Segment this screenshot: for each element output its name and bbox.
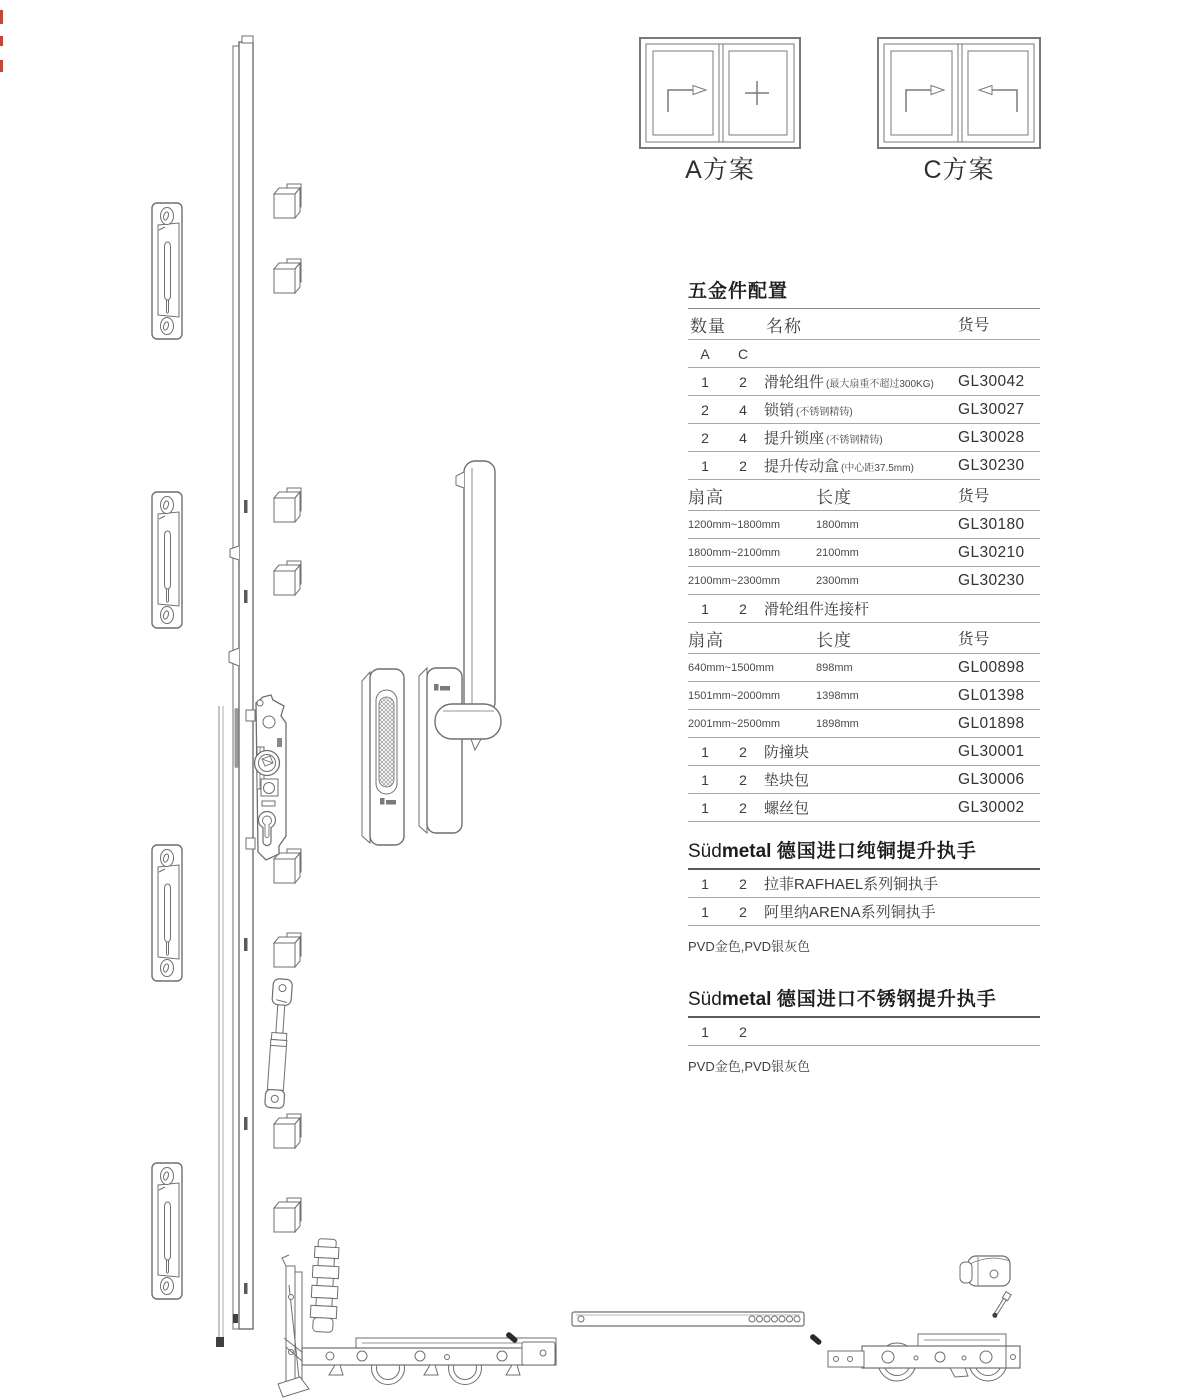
size-row xyxy=(688,539,1040,567)
part-code: GL30028 xyxy=(958,428,1025,446)
length: 1398mm xyxy=(816,689,859,702)
flush-pull-handle xyxy=(362,669,404,845)
qty-a: 1 xyxy=(701,743,709,760)
table-row xyxy=(688,738,1040,766)
size-row xyxy=(688,654,1040,682)
length-header: 长度 xyxy=(816,630,852,650)
code-header: 货号 xyxy=(958,631,990,648)
length: 898mm xyxy=(816,661,853,674)
lift-lock-keepers xyxy=(152,203,182,1299)
part-note: (中心距37.5mm) xyxy=(841,463,914,474)
bellows-guide xyxy=(310,1238,341,1332)
qty-a: 1 xyxy=(701,875,709,892)
section-title-text: 德国进口纯铜提升执手 xyxy=(776,841,977,862)
qty-c: 2 xyxy=(739,373,747,390)
keeper-plate xyxy=(152,492,182,628)
sash-height: 640mm~1500mm xyxy=(688,661,774,674)
code-header: 货号 xyxy=(958,488,990,505)
corner-drive-assembly xyxy=(278,1238,556,1397)
qty-c: 2 xyxy=(739,903,747,920)
qty-a: 1 xyxy=(701,771,709,788)
table-row xyxy=(688,368,1040,396)
part-code: GL30210 xyxy=(958,543,1025,561)
code-header: 货号 xyxy=(958,317,990,334)
keeper-plate xyxy=(152,203,182,339)
scheme-c-window xyxy=(878,38,1040,148)
qty-c: 2 xyxy=(739,600,747,617)
table-row xyxy=(688,452,1040,480)
back-rod xyxy=(216,706,224,1347)
part-name xyxy=(764,371,958,392)
sash-height: 1800mm~2100mm xyxy=(688,546,781,559)
part-code: GL30042 xyxy=(958,372,1025,390)
handle-name: 阿里纳ARENA系列铜执手 xyxy=(764,904,936,921)
handle-grip xyxy=(435,704,501,739)
qty-a: 1 xyxy=(701,457,709,474)
part-note: (不锈钢精铸) xyxy=(826,435,883,446)
scheme-a-label: A方案 xyxy=(685,156,755,184)
variant-a: A xyxy=(700,345,710,362)
variant-c: C xyxy=(737,345,749,362)
name-header: 名称 xyxy=(766,316,802,336)
sash-height: 2001mm~2500mm xyxy=(688,717,781,730)
lock-pin xyxy=(274,561,301,595)
scheme-a-window xyxy=(640,38,800,148)
lock-pin xyxy=(274,1198,301,1232)
connector-rod xyxy=(572,1312,804,1326)
part-code: GL30002 xyxy=(958,798,1025,816)
qty-c: 2 xyxy=(739,457,747,474)
brass-handle-section xyxy=(688,836,1040,955)
part-name xyxy=(764,427,958,448)
length: 1800mm xyxy=(816,518,859,531)
sash-height-header: 扇高 xyxy=(688,487,724,507)
qty-c: 2 xyxy=(739,771,747,788)
roller-carriage-right xyxy=(828,1334,1020,1381)
handle-row xyxy=(688,870,1040,898)
table-row xyxy=(688,424,1040,452)
screw xyxy=(809,1333,822,1346)
length: 1898mm xyxy=(816,717,859,730)
parts-table-title: 五金件配置 xyxy=(688,276,1040,309)
lock-pin xyxy=(274,184,301,218)
size-table-header xyxy=(688,480,1040,511)
lift-slide-handle xyxy=(419,461,501,833)
drive-rail xyxy=(229,36,253,1329)
part-code: GL30001 xyxy=(958,742,1025,760)
part-code: GL01398 xyxy=(958,686,1025,704)
qty-a: 1 xyxy=(701,903,709,920)
variant-row xyxy=(688,340,1040,368)
sash-height: 2100mm~2300mm xyxy=(688,574,781,587)
table-row xyxy=(688,794,1040,822)
lock-pin xyxy=(274,488,301,522)
scheme-c-label: C方案 xyxy=(923,156,995,184)
handle-name: 拉菲RAFHAEL系列铜执手 xyxy=(764,876,939,893)
parts-table xyxy=(688,276,1040,822)
qty-c: 2 xyxy=(739,799,747,816)
steel-handle-section xyxy=(688,984,1040,1075)
part-name-text: 提升传动盒 xyxy=(764,458,840,475)
table-row xyxy=(688,595,1040,623)
qty-a: 2 xyxy=(701,401,709,418)
corner-arm xyxy=(278,1255,309,1397)
gas-strut xyxy=(265,978,293,1108)
qty-c: 2 xyxy=(739,875,747,892)
table-row xyxy=(688,396,1040,424)
part-note: (最大扇重不超过300KG) xyxy=(826,379,934,390)
size-row xyxy=(688,567,1040,595)
length-header: 长度 xyxy=(816,487,852,507)
section-title-text: 德国进口不锈钢提升执手 xyxy=(776,989,997,1010)
part-name xyxy=(764,455,958,476)
sash-height-header: 扇高 xyxy=(688,630,724,650)
lock-pin xyxy=(274,933,301,967)
anti-collision-block xyxy=(960,1256,1010,1286)
finish-note: PVD金色,PVD银灰色 xyxy=(688,939,811,954)
finish-note: PVD金色,PVD银灰色 xyxy=(688,1059,811,1074)
roller-carriage-left xyxy=(284,1338,556,1385)
handle-row xyxy=(688,1018,1040,1046)
section-title xyxy=(688,836,1040,870)
length: 2100mm xyxy=(816,546,859,559)
lock-pin xyxy=(274,1114,301,1148)
part-name: 垫块包 xyxy=(764,772,810,789)
part-name-text: 锁销 xyxy=(764,402,795,419)
sash-height: 1200mm~1800mm xyxy=(688,518,781,531)
page-edge-marks xyxy=(0,10,3,72)
size-row xyxy=(688,710,1040,738)
handle-row xyxy=(688,898,1040,926)
part-name xyxy=(764,399,958,420)
qty-c: 4 xyxy=(739,401,747,418)
brand-suffix: metal xyxy=(721,841,772,862)
length: 2300mm xyxy=(816,574,859,587)
part-name: 防撞块 xyxy=(764,744,810,761)
qty-a: 1 xyxy=(701,373,709,390)
part-code: GL30027 xyxy=(958,400,1025,418)
part-code: GL30230 xyxy=(958,456,1025,474)
part-code: GL01898 xyxy=(958,714,1025,732)
sash-height: 1501mm~2000mm xyxy=(688,689,781,702)
part-code: GL00898 xyxy=(958,658,1025,676)
qty-a: 2 xyxy=(701,429,709,446)
part-code: GL30230 xyxy=(958,571,1025,589)
brand-name xyxy=(688,841,771,862)
qty-c: 4 xyxy=(739,429,747,446)
size-row xyxy=(688,511,1040,539)
part-name: 滑轮组件连接杆 xyxy=(764,601,870,618)
qty-a: 1 xyxy=(701,600,709,617)
qty-header: 数量 xyxy=(690,316,726,336)
lock-pin xyxy=(274,259,301,293)
brand-name xyxy=(688,989,771,1010)
part-name-text: 提升锁座 xyxy=(764,430,825,447)
part-note: (不锈钢精铸) xyxy=(796,407,853,418)
part-code: GL30180 xyxy=(958,515,1025,533)
qty-a: 1 xyxy=(701,799,709,816)
part-name: 螺丝包 xyxy=(764,800,810,817)
qty-a: 1 xyxy=(701,1023,709,1040)
qty-c: 2 xyxy=(739,1023,747,1040)
part-code: GL30006 xyxy=(958,770,1025,788)
table-row xyxy=(688,766,1040,794)
keeper-plate xyxy=(152,845,182,981)
brand-suffix: metal xyxy=(721,989,772,1010)
part-name-text: 滑轮组件 xyxy=(764,374,825,391)
parts-table-header xyxy=(688,309,1040,340)
brand-prefix: Süd xyxy=(688,841,722,862)
section-title xyxy=(688,984,1040,1018)
size-row xyxy=(688,682,1040,710)
keeper-plate xyxy=(152,1163,182,1299)
screw xyxy=(991,1292,1011,1319)
brand-prefix: Süd xyxy=(688,989,722,1010)
size-table-header xyxy=(688,623,1040,654)
qty-c: 2 xyxy=(739,743,747,760)
